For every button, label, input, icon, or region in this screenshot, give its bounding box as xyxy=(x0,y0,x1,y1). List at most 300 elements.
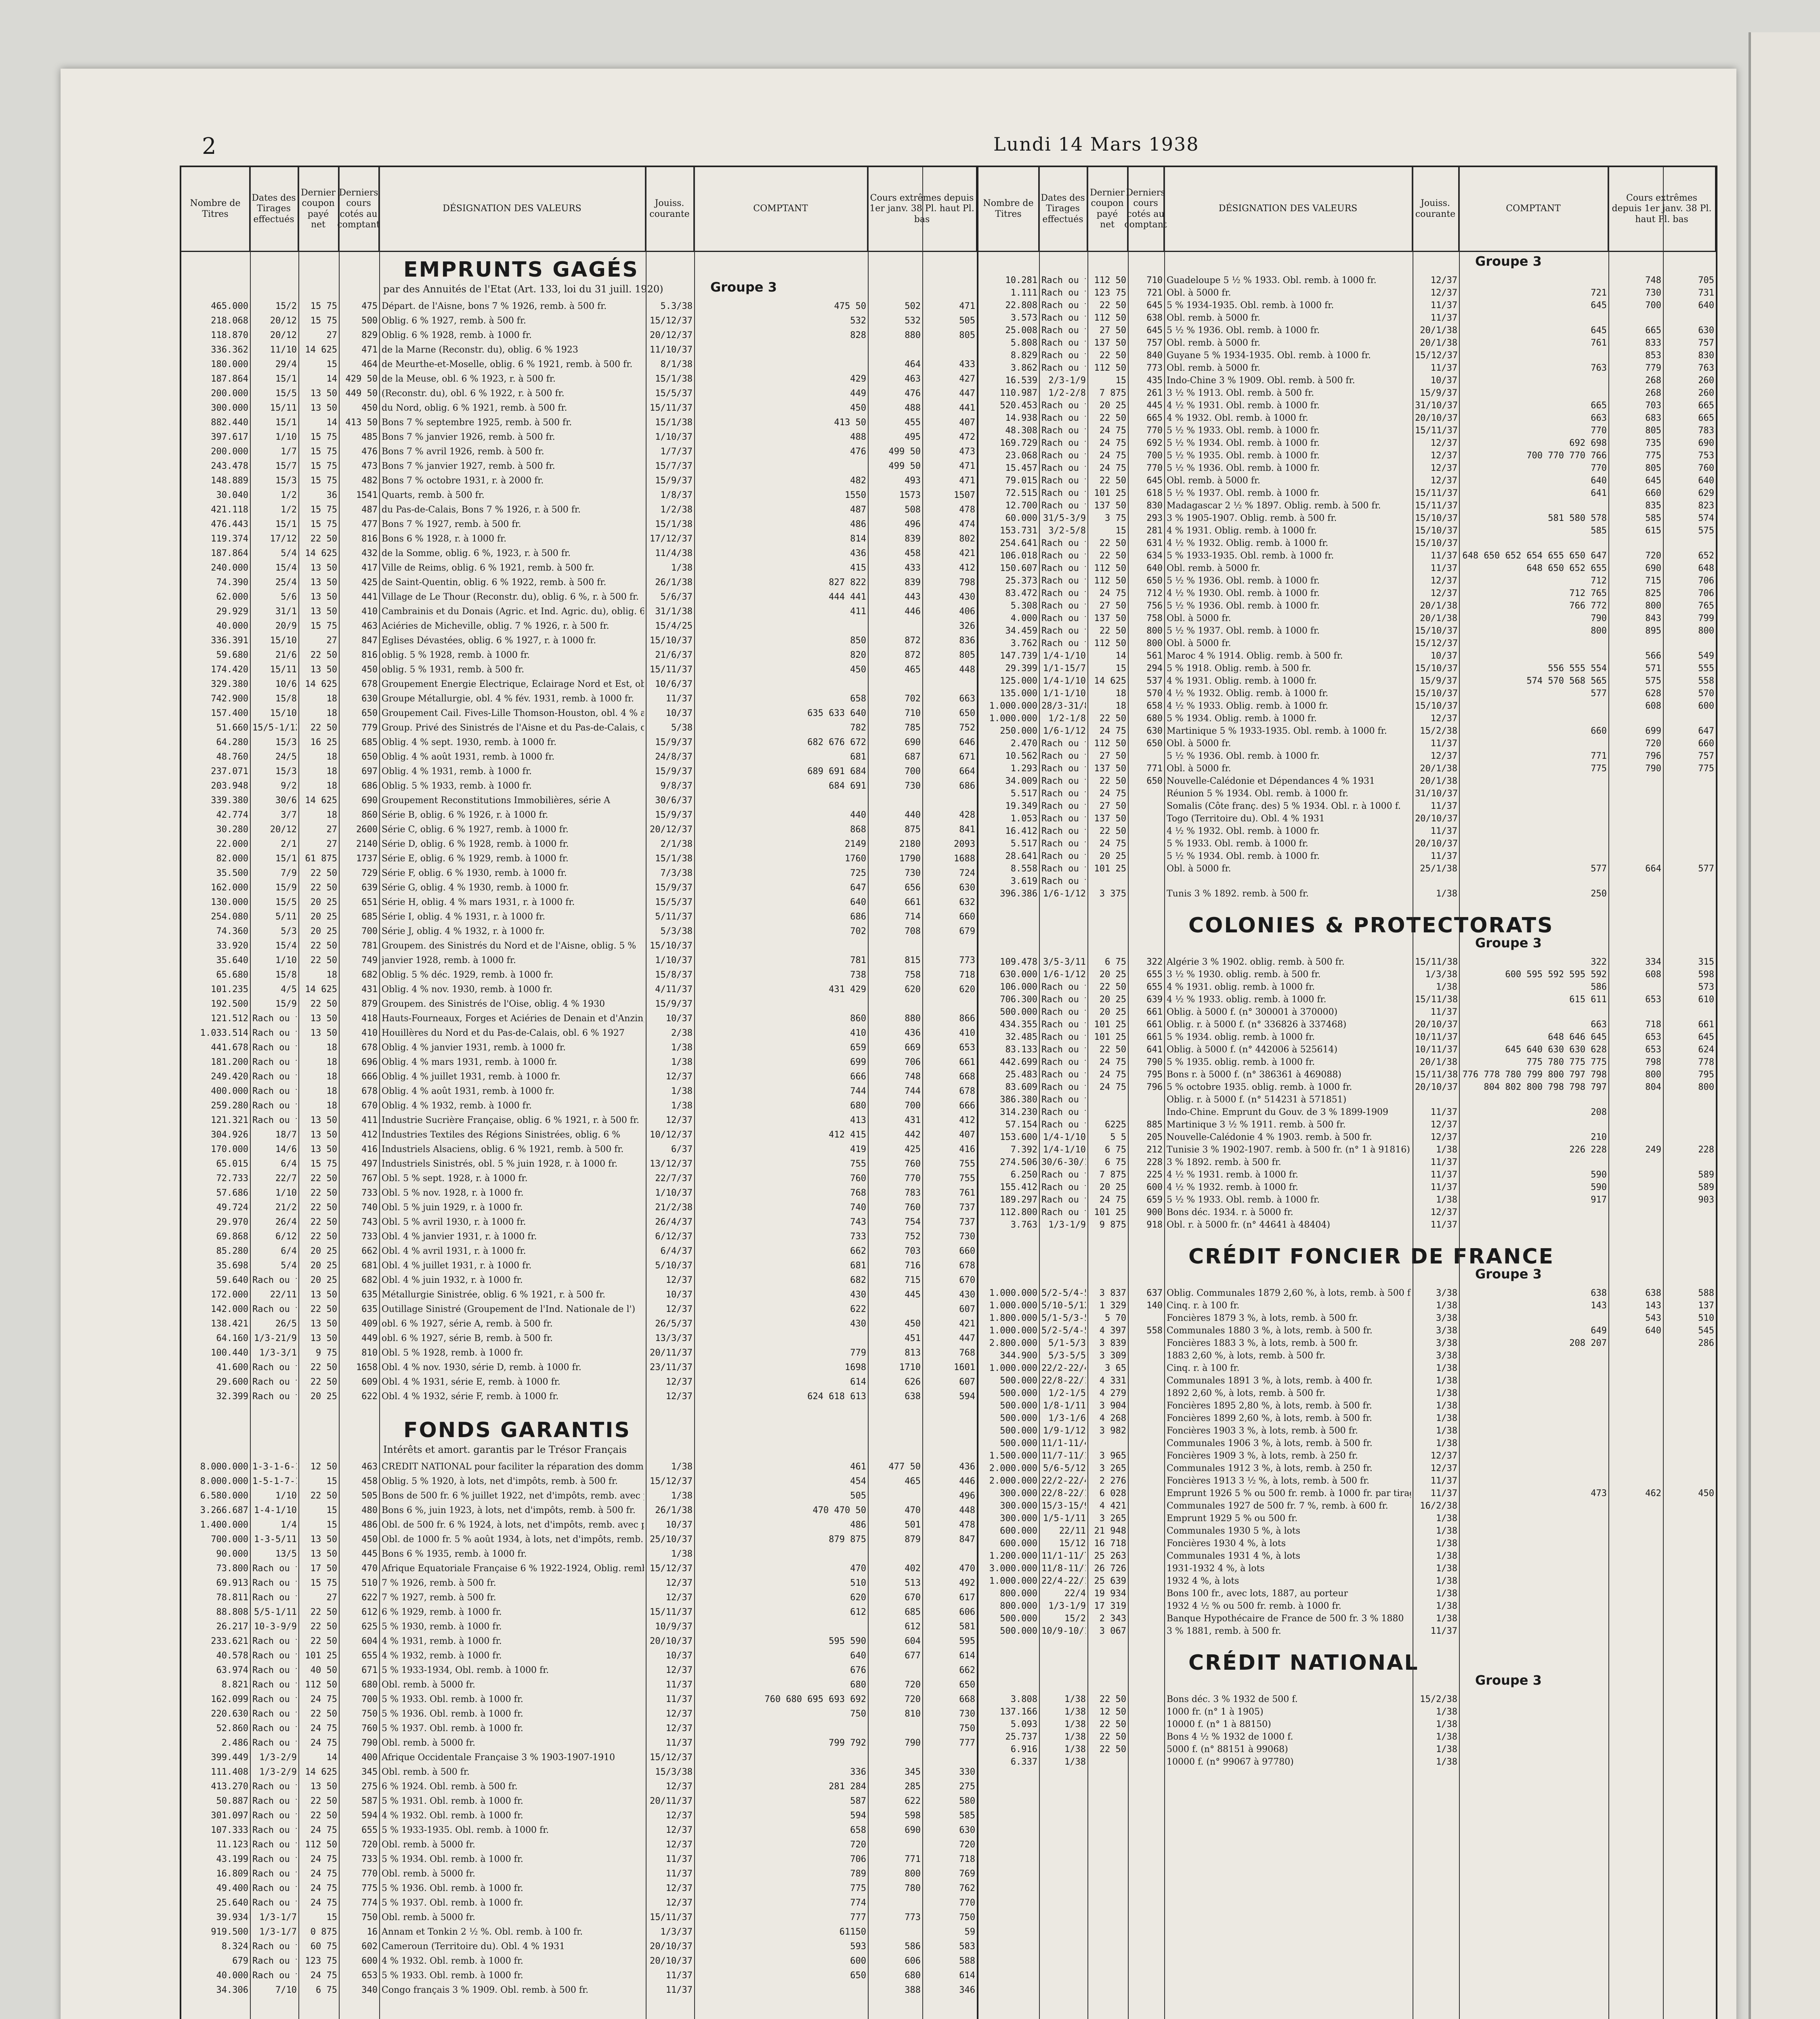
right-cell-nombre: 1.293 xyxy=(981,764,1037,774)
right-cell-nombre: 1.053 xyxy=(981,814,1037,824)
right-cell-jouiss: 11/37 xyxy=(1415,739,1457,749)
right-cell-designation: 1932 4 ½ % ou 500 fr. remb. à 1000 fr. xyxy=(1167,1601,1411,1611)
right-table-row xyxy=(978,588,1716,601)
right-cell-plbas: 665 xyxy=(1665,401,1714,411)
right-table-row xyxy=(978,350,1716,363)
right-cell-coupon: 2 276 xyxy=(1090,1476,1126,1486)
right-cell-tirages: 31/5-3/9 xyxy=(1041,513,1086,523)
left-cell-nombre: 397.617 xyxy=(184,432,248,442)
left-cell-tirages: 21/6 xyxy=(252,650,297,660)
left-cell-plbas: 594 xyxy=(925,1391,975,1402)
left-cell-tirages: 20/12 xyxy=(252,330,297,340)
left-cell-tirages: 2/1 xyxy=(252,839,297,849)
left-cell-jouiss: 26/5/37 xyxy=(648,1319,693,1329)
right-cell-tirages: Rach ou xyxy=(1041,1170,1086,1180)
left-cell-jouiss: 11/37 xyxy=(648,1854,693,1864)
right-cell-comptant: 917 xyxy=(1461,1195,1607,1205)
right-cell-nombre: 109.478 xyxy=(981,957,1037,967)
left-table-row xyxy=(181,1593,977,1607)
left-cell-plhaut: 760 xyxy=(870,1203,921,1213)
left-table-row xyxy=(181,1956,977,1971)
right-cell-plhaut: 800 xyxy=(1611,1070,1661,1080)
left-cell-nombre: 180.000 xyxy=(184,359,248,369)
right-cell-jouiss: 11/37 xyxy=(1415,1007,1457,1017)
right-cell-cours: 293 xyxy=(1130,513,1163,523)
right-cell-designation: Martinique 5 % 1933-1935. Obl. remb. à 1000 fr. xyxy=(1167,726,1411,736)
right-cell-plbas: 757 xyxy=(1665,751,1714,761)
right-table-row xyxy=(978,501,1716,513)
right-cell-designation: 5 ½ % 1936. Obl. remb. à 1000 fr. xyxy=(1167,325,1411,336)
right-cell-designation: Communales 1906 3 %, à lots, remb. à 500 fr. xyxy=(1167,1438,1411,1448)
right-cell-comptant: 648 646 645 xyxy=(1461,1032,1607,1042)
right-cell-plbas: 763 xyxy=(1665,363,1714,373)
left-cell-plbas: 1507 xyxy=(925,490,975,500)
left-cell-plhaut: 706 xyxy=(870,1057,921,1067)
right-table-row xyxy=(978,513,1716,526)
left-cell-cours: 770 xyxy=(341,1869,378,1879)
right-cell-plbas: 555 xyxy=(1665,663,1714,674)
right-cell-cours: 558 xyxy=(1130,1326,1163,1336)
right-cell-nombre: 254.641 xyxy=(981,538,1037,548)
right-cell-jouiss: 11/37 xyxy=(1415,1157,1457,1167)
left-cell-designation: de la Somme, oblig. 6 %, 1923, r. à 500 fr. xyxy=(382,548,644,558)
right-cell-designation: Foncières 1913 3 ½ %, à lots, remb. à 500 fr. xyxy=(1167,1476,1411,1486)
left-cell-comptant: 415 xyxy=(697,563,866,573)
right-cell-comptant: 577 xyxy=(1461,864,1607,874)
right-table-row xyxy=(978,1070,1716,1082)
left-cell-tirages: Rach ou xyxy=(252,1665,297,1675)
left-cell-nombre: 118.870 xyxy=(184,330,248,340)
left-cell-coupon: 112 50 xyxy=(301,1840,337,1850)
left-cell-cours: 480 xyxy=(341,1505,378,1515)
left-cell-tirages: 15/1 xyxy=(252,519,297,529)
right-table-row xyxy=(978,1538,1716,1551)
right-cell-designation: Banque Hypothécaire de France de 500 fr. 3 % 1880 xyxy=(1167,1614,1411,1624)
left-cell-jouiss: 12/37 xyxy=(648,1665,693,1675)
left-cell-plbas: 630 xyxy=(925,1825,975,1835)
left-cell-cours: 700 xyxy=(341,1694,378,1704)
left-cell-tirages: 1-4-1/10 xyxy=(252,1505,297,1515)
left-cell-nombre: 107.333 xyxy=(184,1825,248,1835)
left-table-row xyxy=(181,563,977,577)
right-table-row xyxy=(978,1326,1716,1338)
left-cell-tirages: 5/11 xyxy=(252,912,297,922)
right-cell-designation: Oblig. à 5000 f. (n° 300001 à 370000) xyxy=(1167,1007,1411,1017)
left-cell-nombre: 11.123 xyxy=(184,1840,248,1850)
left-cell-plhaut: 598 xyxy=(870,1811,921,1821)
right-cell-jouiss: 11/37 xyxy=(1415,801,1457,811)
left-cell-coupon: 18 xyxy=(301,752,337,762)
right-cell-designation: 4 % 1931. oblig. remb. à 1000 fr. xyxy=(1167,982,1411,992)
left-cell-designation: Série J, oblig. 4 % 1932, r. à 1000 fr. xyxy=(382,926,644,936)
left-cell-plbas: 326 xyxy=(925,621,975,631)
left-cell-coupon: 13 50 xyxy=(301,592,337,602)
left-cell-jouiss: 26/1/38 xyxy=(648,577,693,588)
left-cell-coupon: 15 75 xyxy=(301,621,337,631)
left-cell-jouiss: 17/12/37 xyxy=(648,534,693,544)
left-cell-coupon: 20 25 xyxy=(301,912,337,922)
left-cell-coupon: 22 50 xyxy=(301,1811,337,1821)
right-cell-tirages: 22/2-22/4 xyxy=(1041,1363,1086,1373)
right-table-row xyxy=(978,688,1716,701)
right-cell-designation: 4 ½ % 1932. Obl. remb. à 1000 fr. xyxy=(1167,826,1411,836)
left-cell-designation: Oblig. 4 % janvier 1931, remb. à 1000 fr. xyxy=(382,1043,644,1053)
right-cell-tirages: Rach ou xyxy=(1041,588,1086,598)
left-cell-tirages: 26/5 xyxy=(252,1319,297,1329)
left-table-row xyxy=(181,316,977,330)
left-cell-designation: de Saint-Quentin, oblig. 6 % 1922, remb. à 500 fr. xyxy=(382,577,644,588)
left-table-row xyxy=(181,1622,977,1636)
left-cell-nombre: 100.440 xyxy=(184,1348,248,1358)
right-cell-plbas: 705 xyxy=(1665,275,1714,285)
right-cell-designation: 3 ½ % 1930. oblig. remb. à 500 fr. xyxy=(1167,970,1411,980)
right-cell-plbas: 765 xyxy=(1665,601,1714,611)
left-cell-nombre: 421.118 xyxy=(184,505,248,515)
right-cell-coupon: 1 329 xyxy=(1090,1301,1126,1311)
left-cell-coupon: 15 xyxy=(301,1505,337,1515)
right-cell-nombre: 500.000 xyxy=(981,1007,1037,1017)
right-cell-tirages: Rach ou xyxy=(1041,363,1086,373)
left-cell-tirages: 18/7 xyxy=(252,1130,297,1140)
left-table-row xyxy=(181,1782,977,1796)
right-cell-tirages: 22/11 xyxy=(1041,1526,1086,1536)
left-cell-comptant: 440 xyxy=(697,810,866,820)
right-cell-jouiss: 12/37 xyxy=(1415,1463,1457,1473)
right-cell-plhaut: 699 xyxy=(1611,726,1661,736)
right-cell-nombre: 520.453 xyxy=(981,401,1037,411)
left-cell-plbas: 2093 xyxy=(925,839,975,849)
left-cell-jouiss: 10/37 xyxy=(648,708,693,718)
left-cell-plbas: 614 xyxy=(925,1651,975,1661)
left-cell-nombre: 300.000 xyxy=(184,403,248,413)
right-cell-jouiss: 1/38 xyxy=(1415,1388,1457,1398)
right-cell-plbas: 757 xyxy=(1665,338,1714,348)
right-cell-tirages: 1/6-1/12 xyxy=(1041,726,1086,736)
left-cell-tirages: 1/7 xyxy=(252,447,297,457)
left-cell-tirages: 15/5 xyxy=(252,897,297,907)
left-cell-plbas: 841 xyxy=(925,825,975,835)
left-cell-plhaut: 880 xyxy=(870,1014,921,1024)
right-cell-designation: 1883 2,60 %, à lots, remb. à 500 fr. xyxy=(1167,1351,1411,1361)
right-cell-comptant: 322 xyxy=(1461,957,1607,967)
left-cell-tirages: 4/5 xyxy=(252,984,297,995)
left-cell-plhaut: 669 xyxy=(870,1043,921,1053)
left-cell-plbas: 478 xyxy=(925,1520,975,1530)
right-cell-plhaut: 334 xyxy=(1611,957,1661,967)
left-cell-nombre: 172.000 xyxy=(184,1290,248,1300)
left-cell-designation: Afrique Équatoriale Française 6 % 1922-1924, Oblig. rem xyxy=(382,1564,644,1574)
right-cell-designation: Oblig. r. à 5000 f. (n° 514231 à 571851) xyxy=(1167,1095,1411,1105)
right-cell-plbas: 573 xyxy=(1665,982,1714,992)
right-cell-plhaut: 653 xyxy=(1611,1045,1661,1055)
left-cell-plhaut: 431 xyxy=(870,1115,921,1125)
left-cell-jouiss: 20/11/37 xyxy=(648,1348,693,1358)
left-cell-designation: du Pas-de-Calais, Bons 7 % 1926, r. à 500 fr. xyxy=(382,505,644,515)
left-table-row xyxy=(181,534,977,548)
right-cell-tirages: 22/8-22/ xyxy=(1041,1376,1086,1386)
right-cell-coupon: 22 50 xyxy=(1090,538,1126,548)
left-cell-plhaut: 680 xyxy=(870,1971,921,1981)
left-cell-comptant: 61150 xyxy=(697,1927,866,1937)
right-cell-plhaut: 566 xyxy=(1611,651,1661,661)
left-cell-cours: 409 xyxy=(341,1319,378,1329)
left-cell-tirages: 1/3-1/7 xyxy=(252,1912,297,1922)
right-cell-plbas: 795 xyxy=(1665,1070,1714,1080)
left-cell-coupon: 13 50 xyxy=(301,1130,337,1140)
left-cell-cours: 400 xyxy=(341,1752,378,1763)
left-cell-cours: 445 xyxy=(341,1549,378,1559)
left-cell-designation: 5 % 1934. Obl. remb. à 1000 fr. xyxy=(382,1854,644,1864)
left-cell-plhaut: 2180 xyxy=(870,839,921,849)
left-cell-designation: Groupement Cail. Fives-Lille Thomson-Houston, obl. 4 % a xyxy=(382,708,644,718)
left-cell-plhaut: 839 xyxy=(870,577,921,588)
left-cell-jouiss: 10/37 xyxy=(648,1651,693,1661)
right-cell-nombre: 110.987 xyxy=(981,388,1037,398)
left-cell-jouiss: 1/38 xyxy=(648,1462,693,1472)
right-cell-comptant: 663 xyxy=(1461,1020,1607,1030)
left-cell-comptant: 744 xyxy=(697,1086,866,1096)
right-cell-plbas: 731 xyxy=(1665,288,1714,298)
left-table-row xyxy=(181,1014,977,1028)
right-cell-tirages: Rach ou xyxy=(1041,1120,1086,1130)
right-cell-jouiss: 15/12/37 xyxy=(1415,638,1457,649)
right-cell-designation: Foncières 1909 3 %, à lots, remb. à 250 fr. xyxy=(1167,1451,1411,1461)
left-table-row xyxy=(181,476,977,490)
right-cell-coupon: 24 75 xyxy=(1090,588,1126,598)
left-cell-tirages: 11/10 xyxy=(252,345,297,355)
left-cell-nombre: 26.217 xyxy=(184,1622,248,1632)
left-cell-jouiss: 22/7/37 xyxy=(648,1173,693,1184)
right-cell-nombre: 25.737 xyxy=(981,1732,1037,1742)
right-cell-cours: 757 xyxy=(1130,338,1163,348)
left-cell-coupon: 13 50 xyxy=(301,607,337,617)
right-cell-tirages: 1/38 xyxy=(1041,1719,1086,1729)
left-cell-jouiss: 10/6/37 xyxy=(648,679,693,689)
left-cell-jouiss: 13/3/37 xyxy=(648,1333,693,1343)
right-cell-plhaut: 720 xyxy=(1611,739,1661,749)
right-cell-nombre: 3.808 xyxy=(981,1694,1037,1704)
left-cell-cours: 847 xyxy=(341,636,378,646)
right-cell-tirages: Rach ou xyxy=(1041,1070,1086,1080)
right-table-row xyxy=(978,663,1716,676)
left-table-row xyxy=(181,737,977,752)
right-column-header-2: Dates des Tirages effectués xyxy=(1039,167,1087,252)
right-cell-designation: 1931-1932 4 %, à lots xyxy=(1167,1564,1411,1574)
left-cell-plbas: 802 xyxy=(925,534,975,544)
left-cell-tirages: 15/1 xyxy=(252,854,297,864)
left-cell-plhaut: 872 xyxy=(870,636,921,646)
left-cell-coupon: 13 50 xyxy=(301,1333,337,1343)
left-cell-tirages: 15/10 xyxy=(252,636,297,646)
right-cell-plbas: 647 xyxy=(1665,726,1714,736)
left-cell-cours: 622 xyxy=(341,1593,378,1603)
left-cell-designation: 5 % 1931. Obl. remb. à 1000 fr. xyxy=(382,1796,644,1806)
left-table-row xyxy=(181,1564,977,1578)
left-cell-tirages: 20/12 xyxy=(252,825,297,835)
left-cell-comptant: 868 xyxy=(697,825,866,835)
right-table-row xyxy=(978,739,1716,751)
left-cell-nombre: 8.324 xyxy=(184,1941,248,1952)
left-cell-comptant: 779 xyxy=(697,1348,866,1358)
right-cell-plhaut: 805 xyxy=(1611,426,1661,436)
right-cell-nombre: 15.457 xyxy=(981,463,1037,473)
left-cell-jouiss: 1/8/37 xyxy=(648,490,693,500)
right-cell-plhaut: 543 xyxy=(1611,1313,1661,1323)
left-cell-coupon: 40 50 xyxy=(301,1665,337,1675)
left-cell-comptant: 412 415 xyxy=(697,1130,866,1140)
right-cell-plhaut: 833 xyxy=(1611,338,1661,348)
right-cell-designation: Bons déc. 1934. r. à 5000 fr. xyxy=(1167,1207,1411,1217)
left-cell-coupon: 18 xyxy=(301,1086,337,1096)
left-cell-jouiss: 11/37 xyxy=(648,1869,693,1879)
left-cell-cours: 477 xyxy=(341,519,378,529)
right-table-row xyxy=(978,313,1716,325)
left-cell-comptant: 774 xyxy=(697,1898,866,1908)
right-cell-tirages: 1/38 xyxy=(1041,1707,1086,1717)
left-table-row xyxy=(181,1578,977,1593)
right-cell-jouiss: 1/38 xyxy=(1415,1719,1457,1729)
left-cell-cours: 760 xyxy=(341,1723,378,1734)
left-cell-comptant: 450 xyxy=(697,403,866,413)
left-cell-plbas: 412 xyxy=(925,1115,975,1125)
left-cell-cours: 2600 xyxy=(341,825,378,835)
right-table-row xyxy=(978,889,1716,901)
left-cell-comptant: 450 xyxy=(697,665,866,675)
left-cell-plbas: 620 xyxy=(925,984,975,995)
left-cell-plhaut: 710 xyxy=(870,708,921,718)
left-cell-comptant: 486 xyxy=(697,519,866,529)
left-cell-cours: 475 xyxy=(341,301,378,311)
left-cell-jouiss: 11/37 xyxy=(648,1738,693,1748)
right-cell-cours: 570 xyxy=(1130,688,1163,699)
left-cell-plhaut: 730 xyxy=(870,868,921,878)
left-cell-jouiss: 12/37 xyxy=(648,1825,693,1835)
right-cell-jouiss: 11/37 xyxy=(1415,1170,1457,1180)
right-cell-jouiss: 1/38 xyxy=(1415,1732,1457,1742)
left-cell-cours: 743 xyxy=(341,1217,378,1227)
left-cell-comptant: 429 xyxy=(697,374,866,384)
left-cell-jouiss: 1/38 xyxy=(648,1549,693,1559)
left-cell-jouiss: 12/37 xyxy=(648,1898,693,1908)
left-cell-plhaut: 488 xyxy=(870,403,921,413)
right-cell-nombre: 500.000 xyxy=(981,1388,1037,1398)
left-cell-tirages: 1-5-1-7- xyxy=(252,1476,297,1486)
right-cell-designation: Togo (Territoire du). Obl. 4 % 1931 xyxy=(1167,814,1411,824)
left-cell-coupon: 24 75 xyxy=(301,1883,337,1893)
left-cell-designation: janvier 1928, remb. à 1000 fr. xyxy=(382,955,644,965)
right-cell-cours: 770 xyxy=(1130,463,1163,473)
right-cell-coupon: 101 25 xyxy=(1090,1207,1126,1217)
right-cell-jouiss: 3/38 xyxy=(1415,1338,1457,1348)
left-cell-coupon: 13 50 xyxy=(301,1290,337,1300)
left-cell-coupon: 14 xyxy=(301,374,337,384)
left-cell-jouiss: 12/37 xyxy=(648,1275,693,1285)
left-table-row xyxy=(181,1840,977,1854)
left-cell-plbas: 836 xyxy=(925,636,975,646)
left-cell-plbas: 421 xyxy=(925,548,975,558)
right-cell-jouiss: 1/38 xyxy=(1415,1438,1457,1448)
right-cell-designation: Obl. remb. à 5000 fr. xyxy=(1167,338,1411,348)
right-cell-tirages: 15/2 xyxy=(1041,1614,1086,1624)
left-cell-comptant: 799 792 xyxy=(697,1738,866,1748)
left-cell-cours: 510 xyxy=(341,1578,378,1588)
left-cell-tirages: 10-3-9/9 xyxy=(252,1622,297,1632)
right-table-row xyxy=(978,1288,1716,1301)
left-cell-plhaut: 470 xyxy=(870,1505,921,1515)
left-cell-jouiss: 12/37 xyxy=(648,1782,693,1792)
left-column-rule xyxy=(339,167,340,2019)
right-cell-jouiss: 15/10/37 xyxy=(1415,526,1457,536)
left-cell-plbas: 473 xyxy=(925,447,975,457)
right-column-rule xyxy=(1663,167,1664,2019)
left-cell-plbas: 650 xyxy=(925,1680,975,1690)
right-cell-tirages: Rach ou xyxy=(1041,995,1086,1005)
left-group-label: Groupe 3 xyxy=(710,279,777,295)
left-cell-comptant: 681 xyxy=(697,752,866,762)
right-cell-comptant: 586 xyxy=(1461,982,1607,992)
left-cell-coupon: 22 50 xyxy=(301,1491,337,1501)
left-cell-cours: 471 xyxy=(341,345,378,355)
right-cell-coupon: 137 50 xyxy=(1090,501,1126,511)
right-cell-tirages: Rach ou xyxy=(1041,1057,1086,1067)
left-cell-plhaut: 839 xyxy=(870,534,921,544)
right-cell-nombre: 22.808 xyxy=(981,300,1037,311)
left-cell-plbas: 433 xyxy=(925,359,975,369)
right-cell-designation: 4 ½ % 1933. oblig. remb. à 1000 fr. xyxy=(1167,995,1411,1005)
left-cell-comptant: 879 875 xyxy=(697,1534,866,1545)
left-cell-cours: 733 xyxy=(341,1854,378,1864)
left-cell-tirages: 1/2 xyxy=(252,490,297,500)
left-cell-tirages: Rach ou xyxy=(252,1898,297,1908)
right-cell-comptant: 663 xyxy=(1461,413,1607,423)
left-cell-plbas: 617 xyxy=(925,1593,975,1603)
left-cell-nombre: 82.000 xyxy=(184,854,248,864)
left-cell-jouiss: 1/38 xyxy=(648,1101,693,1111)
right-cell-coupon: 4 397 xyxy=(1090,1326,1126,1336)
left-table-row xyxy=(181,941,977,955)
right-cell-coupon: 3 65 xyxy=(1090,1363,1126,1373)
left-cell-jouiss: 24/8/37 xyxy=(648,752,693,762)
left-cell-jouiss: 5/10/37 xyxy=(648,1261,693,1271)
right-cell-coupon: 15 xyxy=(1090,376,1126,386)
left-cell-comptant: 505 xyxy=(697,1491,866,1501)
left-cell-designation: Obl. 4 % avril 1931, r. à 1000 fr. xyxy=(382,1246,644,1256)
right-cell-tirages: Rach ou xyxy=(1041,1020,1086,1030)
left-cell-nombre: 233.621 xyxy=(184,1636,248,1646)
left-cell-plhaut: 800 xyxy=(870,1869,921,1879)
right-cell-cours: 641 xyxy=(1130,1045,1163,1055)
right-column-rule xyxy=(1164,167,1165,2019)
right-cell-cours: 830 xyxy=(1130,501,1163,511)
right-column-header-3: Dernier coupon payé net xyxy=(1087,167,1128,252)
left-table-row xyxy=(181,868,977,883)
left-cell-designation: 7 % 1927, remb. à 500 fr. xyxy=(382,1593,644,1603)
left-cell-plhaut: 700 xyxy=(870,1101,921,1111)
left-cell-cours: 602 xyxy=(341,1941,378,1952)
left-cell-tirages: 22/11 xyxy=(252,1290,297,1300)
right-cell-jouiss: 11/37 xyxy=(1415,300,1457,311)
right-table-row xyxy=(978,338,1716,350)
right-cell-tirages: 1/9-1/12 xyxy=(1041,1426,1086,1436)
right-table-row xyxy=(978,1732,1716,1744)
right-cell-plhaut: 690 xyxy=(1611,563,1661,573)
left-cell-tirages: Rach ou xyxy=(252,1014,297,1024)
left-cell-cours: 653 xyxy=(341,1971,378,1981)
left-cell-cours: 860 xyxy=(341,810,378,820)
left-cell-cours: 473 xyxy=(341,461,378,471)
right-cell-jouiss: 11/37 xyxy=(1415,826,1457,836)
right-cell-jouiss: 20/10/37 xyxy=(1415,839,1457,849)
